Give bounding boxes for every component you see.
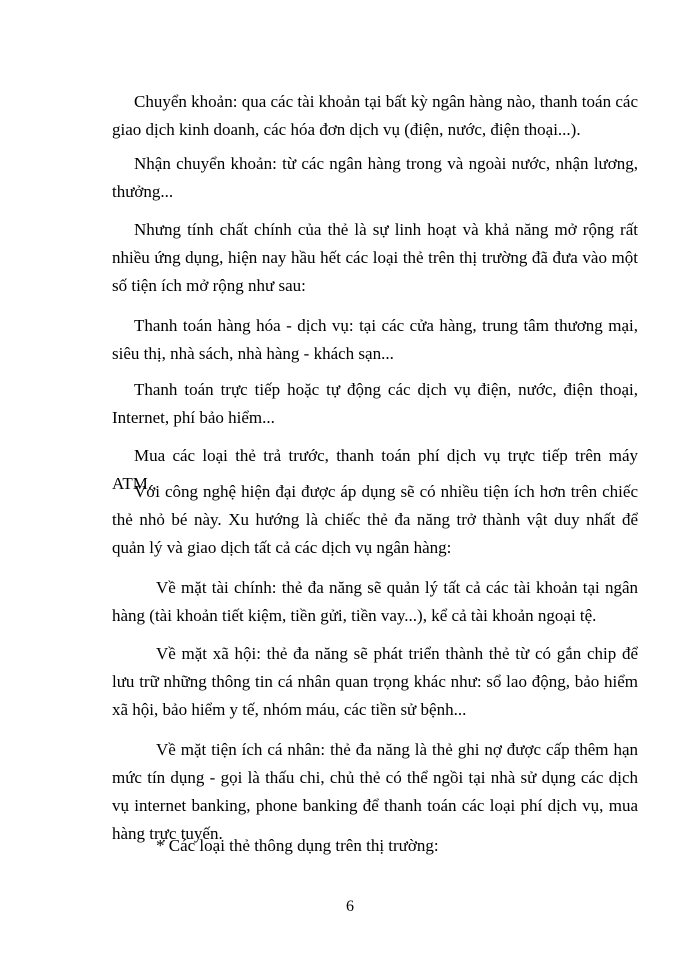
paragraph-receive-transfer: Nhận chuyển khoản: từ các ngân hàng trong và ngoài nước, nhận lương, thưởng... (112, 154, 638, 201)
paragraph-card-types-heading: * Các loại thẻ thông dụng trên thị trường: (156, 836, 439, 855)
paragraph-social-aspect: Về mặt xã hội: thẻ đa năng sẽ phát triển thành thẻ từ có gắn chip để lưu trữ những thông tin cá nhân quan trọng khác như: sổ lao động, bảo hiểm xã hội, bảo hiểm y tế, nhóm máu, các tiền sử bệnh... (112, 644, 638, 719)
page-number: 6 (346, 898, 354, 915)
paragraph-card-flexibility: Nhưng tính chất chính của thẻ là sự linh hoạt và khả năng mở rộng rất nhiều ứng dụng, hiện nay hầu hết các loại thẻ trên thị trường đã đưa vào một số tiện ích mở rộng như sau: (112, 220, 638, 295)
paragraph-personal-utility: Về mặt tiện ích cá nhân: thẻ đa năng là thẻ ghi nợ được cấp thêm hạn mức tín dụng - gọi là thấu chi, chủ thẻ có thể ngồi tại nhà sử dụng các dịch vụ internet banking, phone banking để thanh toán các loại phí dịch vụ, mua hàng trực tuyến. (112, 740, 638, 843)
paragraph-goods-payment: Thanh toán hàng hóa - dịch vụ: tại các cửa hàng, trung tâm thương mại, siêu thị, nhà sách, nhà hàng - khách sạn... (112, 316, 638, 363)
paragraph-financial-aspect: Về mặt tài chính: thẻ đa năng sẽ quản lý tất cả các tài khoản tại ngân hàng (tài khoản tiết kiệm, tiền gửi, tiền vay...), kể cả tài khoản ngoại tệ. (112, 578, 638, 625)
paragraph-modern-technology: Với công nghệ hiện đại được áp dụng sẽ có nhiều tiện ích hơn trên chiếc thẻ nhỏ bé này. Xu hướng là chiếc thẻ đa năng trở thành vật duy nhất để quản lý và giao dịch tất cả các dịch vụ ngân hàng: (112, 482, 638, 557)
paragraph-transfer: Chuyển khoản: qua các tài khoản tại bất kỳ ngân hàng nào, thanh toán các giao dịch kinh doanh, các hóa đơn dịch vụ (điện, nước, điện thoại...). (112, 92, 638, 139)
paragraph-prepaid-atm: Mua các loại thẻ trả trước, thanh toán phí dịch vụ trực tiếp trên máy ATM. (112, 446, 638, 493)
paragraph-utility-payment: Thanh toán trực tiếp hoặc tự động các dịch vụ điện, nước, điện thoại, Internet, phí bảo hiểm... (112, 380, 638, 427)
